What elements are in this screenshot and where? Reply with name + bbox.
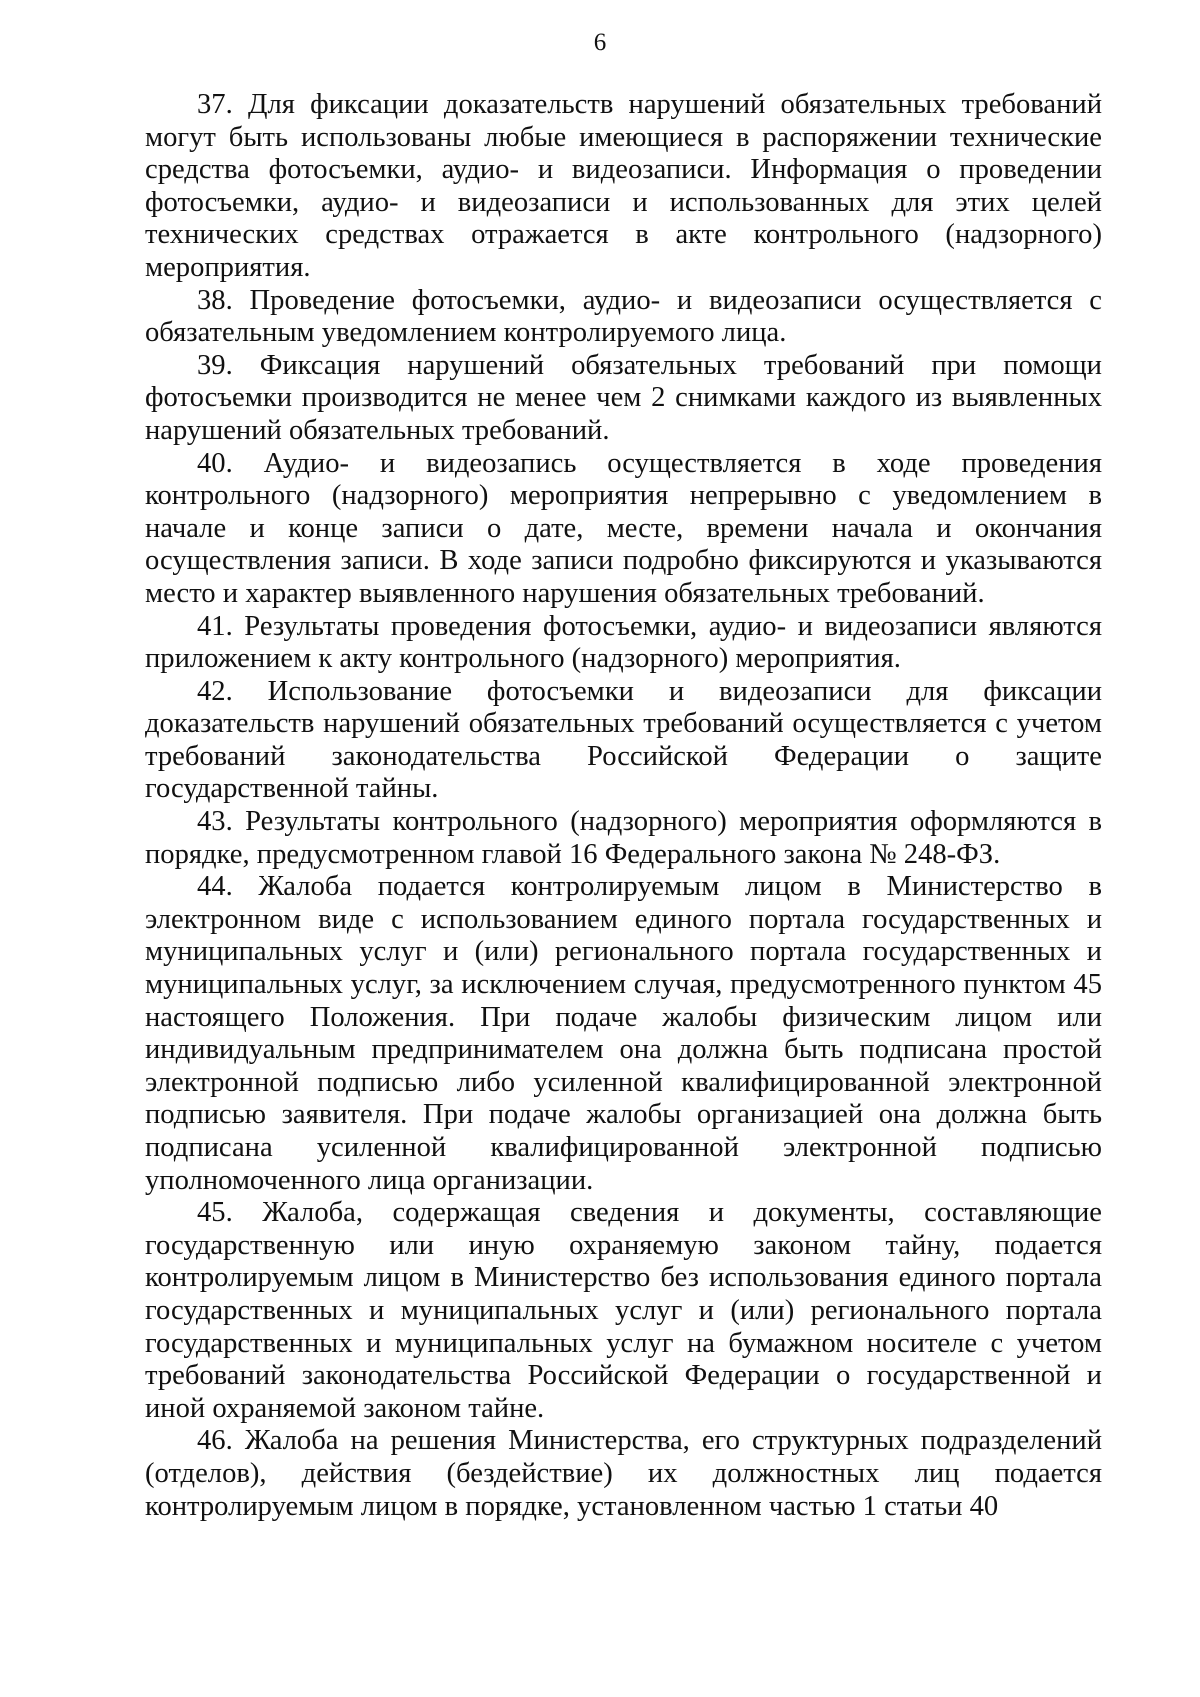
paragraph-37: 37. Для фиксации доказательств нарушений обязательных требований могут быть использованы любые имеющиеся в распоряжении технические средства фотосъемки, аудио- и видеозаписи. Информация о проведении фотосъемки, аудио- и видеозаписи и использованных для этих целей технических средствах отражается в акте контрольного (надзорного) мероприятия. [145, 89, 1102, 283]
paragraph-41: 41. Результаты проведения фотосъемки, аудио- и видеозаписи являются приложением к акту контрольного (надзорного) мероприятия. [145, 610, 1102, 675]
paragraph-39: 39. Фиксация нарушений обязательных требований при помощи фотосъемки производится не менее чем 2 снимками каждого из выявленных нарушений обязательных требований. [145, 349, 1102, 446]
paragraph-43: 43. Результаты контрольного (надзорного) мероприятия оформляются в порядке, предусмотренном главой 16 Федерального закона № 248-ФЗ. [145, 806, 1102, 870]
paragraph-44: 44. Жалоба подается контролируемым лицом в Министерство в электронном виде с использованием единого портала государственных и муниципальных услуг и (или) регионального портала государственных и муниципальных услуг, за исключением случая, предусмотренного пунктом 45 настоящего Положения. При подаче жалобы физическим лицом или индивидуальным предпринимателем она должна быть подписана простой электронной подписью либо усиленной квалифицированной электронной подписью заявителя. При подаче жалобы организацией она должна быть подписана усиленной квалифицированной электронной подписью уполномоченного лица организации. [145, 871, 1102, 1196]
paragraph-42: 42. Использование фотосъемки и видеозаписи для фиксации доказательств нарушений обязательных требований осуществляется с учетом требований законодательства Российской Федерации о защите государственной тайны. [145, 675, 1102, 805]
document-body [145, 89, 1102, 1523]
page-number: 6 [593, 29, 607, 56]
paragraph-46: 46. Жалоба на решения Министерства, его структурных подразделений (отделов), действия (бездействие) их должностных лиц подается контролируемым лицом в порядке, установленном частью 1 статьи 40 [145, 1425, 1102, 1522]
paragraph-38: 38. Проведение фотосъемки, аудио- и видеозаписи осуществляется с обязательным уведомлением контролируемого лица. [145, 284, 1102, 349]
paragraph-45: 45. Жалоба, содержащая сведения и документы, составляющие государственную или иную охраняемую законом тайну, подается контролируемым лицом в Министерство без использования единого портала государственных и муниципальных услуг и (или) регионального портала государственных и муниципальных услуг на бумажном носителе с учетом требований законодательства Российской Федерации о государственной и иной охраняемой законом тайне. [145, 1197, 1102, 1424]
paragraph-40: 40. Аудио- и видеозапись осуществляется в ходе проведения контрольного (надзорного) мероприятия непрерывно с уведомлением в начале и конце записи о дате, месте, времени начала и окончания осуществления записи. В ходе записи подробно фиксируются и указываются место и характер выявленного нарушения обязательных требований. [145, 447, 1102, 609]
